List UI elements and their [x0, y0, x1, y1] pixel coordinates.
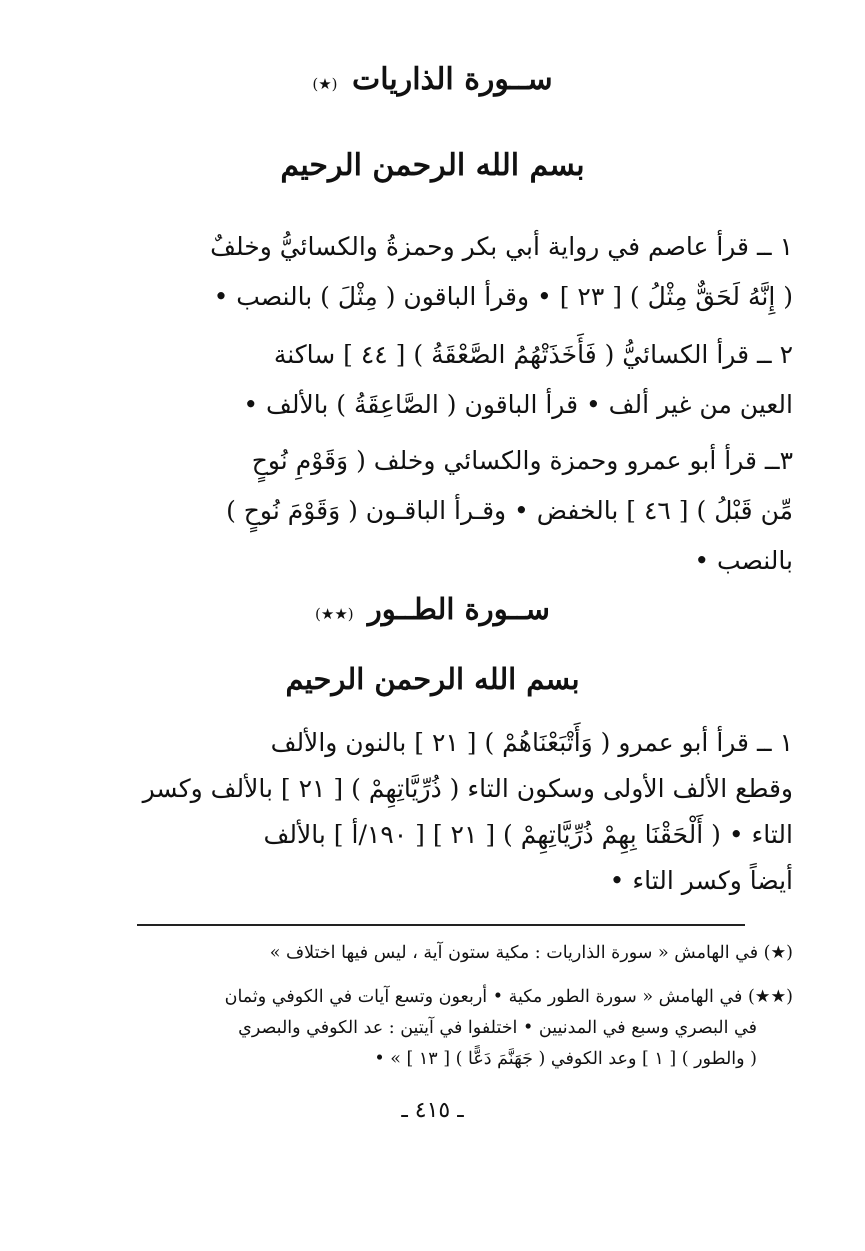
paragraph-2	[71, 330, 793, 430]
footnote-line: (★★) في الهامش « سورة الطور مكية • أربعون وتسع آيات في الكوفي وثمان	[224, 987, 793, 1007]
text-line: ١ ــ قرأ عاصم في رواية أبي بكر وحمزةُ والكسائيُّ وخلفٌ	[210, 232, 793, 261]
text-line: أيضاً وكسر التاء •	[609, 866, 793, 895]
footnote-marker: (★★)	[315, 605, 354, 623]
paragraph-4	[71, 720, 793, 904]
surah-title-text: ســورة الطــور	[367, 592, 550, 626]
surah-title-adh-dhariyat	[0, 62, 865, 97]
text-line: العين من غير ألف • قرأ الباقون ( الصَّاعِقَةُ ) بالألف •	[243, 390, 793, 419]
footnote-1	[71, 938, 793, 969]
text-line: ٢ ــ قرأ الكسائيُّ ( فَأَخَذَتْهُمُ الصَّعْقَةُ ) [ ٤٤ ] ساكنة	[273, 340, 793, 369]
text-line: بالنصب •	[694, 546, 793, 575]
text-line: مِّن قَبْلُ ) [ ٤٦ ] بالخفض • وقـرأ الباقـون ( وَقَوْمَ نُوحٍ )	[226, 496, 793, 525]
surah-title-at-tur	[0, 592, 865, 626]
text-line: ( إِنَّهُ لَحَقٌّ مِثْلُ ) [ ٢٣ ] • وقرأ الباقون ( مِثْلَ ) بالنصب •	[213, 282, 793, 311]
text-line: التاء • ( أَلْحَقْنَا بِهِمْ ذُرِّيَّاتِهِمْ ) [ ٢١ ] [ ١٩٠/أ ] بالألف	[263, 820, 793, 849]
footnote-line: في البصري وسبع في المدنيين • اختلفوا في آيتين : عد الكوفي والبصري	[238, 1018, 757, 1038]
footnote-line: (★) في الهامش « سورة الذاريات : مكية ستون آية ، ليس فيها اختلاف »	[269, 943, 793, 963]
text-line: وقطع الألف الأولى وسكون التاء ( ذُرِّيَّاتِهِمْ ) [ ٢١ ] بالألف وكسر	[142, 774, 793, 803]
footnote-divider	[137, 924, 745, 926]
paragraph-3	[71, 436, 793, 586]
surah-title-text: ســورة الذاريات	[351, 62, 553, 97]
basmala-heading: بسم الله الرحمن الرحيم	[280, 148, 585, 183]
text-line: ٣ــ قرأ أبو عمرو وحمزة والكسائي وخلف ( وَقَوْمِ نُوحٍ	[251, 446, 793, 475]
paragraph-1	[71, 222, 793, 322]
page-number: ـ ٤١٥ ـ	[401, 1098, 464, 1123]
basmala-heading: بسم الله الرحمن الرحيم	[285, 662, 580, 696]
footnote-marker: (★)	[312, 75, 338, 93]
footnote-line: ( والطور ) [ ١ ] وعد الكوفي ( جَهَنَّمَ دَعًّا ) [ ١٣ ] » •	[374, 1049, 757, 1069]
text-line: ١ ــ قرأ أبو عمرو ( وَأَتْبَعْنَاهُمْ ) [ ٢١ ] بالنون والألف	[270, 728, 793, 757]
footnote-2	[71, 982, 793, 1075]
